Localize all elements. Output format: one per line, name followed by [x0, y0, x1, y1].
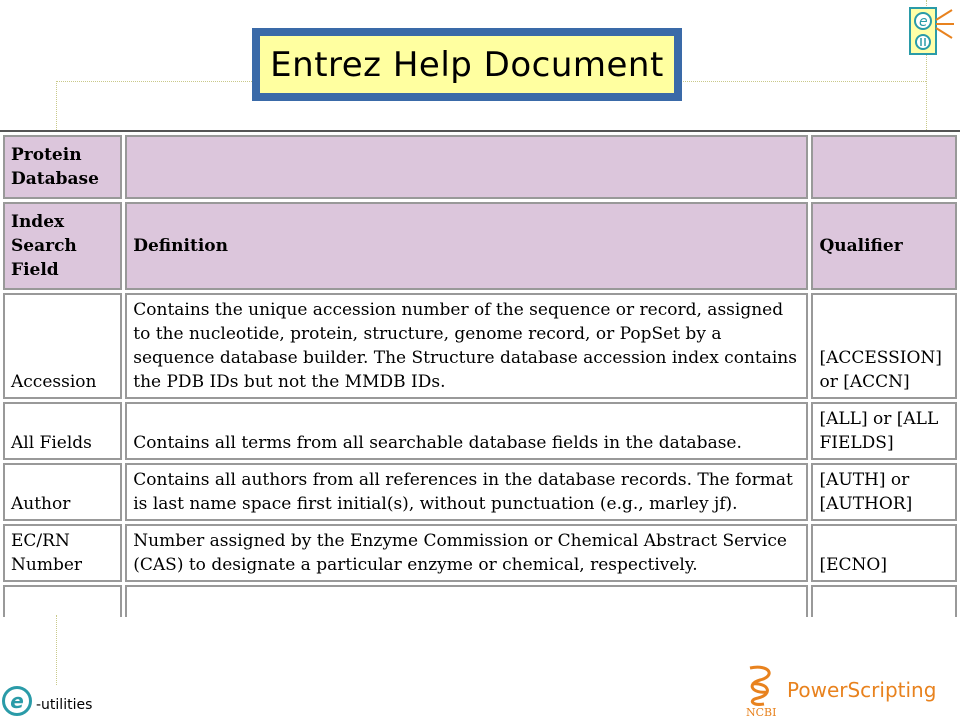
qualifier-cell: [ALL] or [ALL FIELDS]	[811, 402, 957, 460]
ncbi-icon	[742, 662, 782, 718]
field-cell: Accession	[3, 293, 122, 399]
e-utilities-label: -utilities	[36, 697, 93, 713]
db-header-cell: Protein Database	[3, 135, 122, 199]
qualifier-cell	[811, 585, 957, 617]
empty-header-cell	[811, 135, 957, 199]
e-utilities-corner-icon	[904, 2, 958, 60]
qualifier-cell: [ECNO]	[811, 524, 957, 582]
qualifier-cell: [AUTH] or [AUTHOR]	[811, 463, 957, 521]
svg-text:NCBI: NCBI	[746, 706, 777, 718]
definition-cell	[125, 585, 808, 617]
table-row	[3, 524, 957, 582]
page-title: Entrez Help Document	[260, 36, 674, 93]
empty-header-cell	[125, 135, 808, 199]
qualifier-cell: [ACCESSION] or [ACCN]	[811, 293, 957, 399]
table-row	[3, 585, 957, 617]
powerscripting-label: PowerScripting	[787, 678, 937, 702]
e-utilities-icon: e	[2, 686, 32, 716]
table-header-row	[3, 202, 957, 290]
field-cell: EC/RN Number	[3, 524, 122, 582]
help-table-viewport	[0, 130, 960, 617]
svg-text:e: e	[919, 14, 928, 30]
guide-line-left-bottom	[56, 615, 57, 685]
field-cell: All Fields	[3, 402, 122, 460]
title-box	[252, 28, 682, 101]
field-cell: Author	[3, 463, 122, 521]
col-header-definition: Definition	[125, 202, 808, 290]
table-row	[3, 463, 957, 521]
definition-cell: Number assigned by the Enzyme Commission or Chemical Abstract Service (CAS) to designate a particular enzyme or chemical, respectively.	[125, 524, 808, 582]
help-table	[0, 132, 960, 617]
field-cell	[3, 585, 122, 617]
col-header-qualifier: Qualifier	[811, 202, 957, 290]
table-row	[3, 293, 957, 399]
definition-cell: Contains all terms from all searchable database fields in the database.	[125, 402, 808, 460]
definition-cell: Contains all authors from all references in the database records. The format is last name space first initial(s), without punctuation (e.g., marley jf).	[125, 463, 808, 521]
guide-line-left-top	[56, 81, 57, 130]
definition-cell: Contains the unique accession number of the sequence or record, assigned to the nucleotide, protein, structure, genome record, or PopSet by a sequence database builder. The Structure database accession index contains the PDB IDs but not the MMDB IDs.	[125, 293, 808, 399]
table-row	[3, 402, 957, 460]
col-header-field: Index Search Field	[3, 202, 122, 290]
table-db-row	[3, 135, 957, 199]
